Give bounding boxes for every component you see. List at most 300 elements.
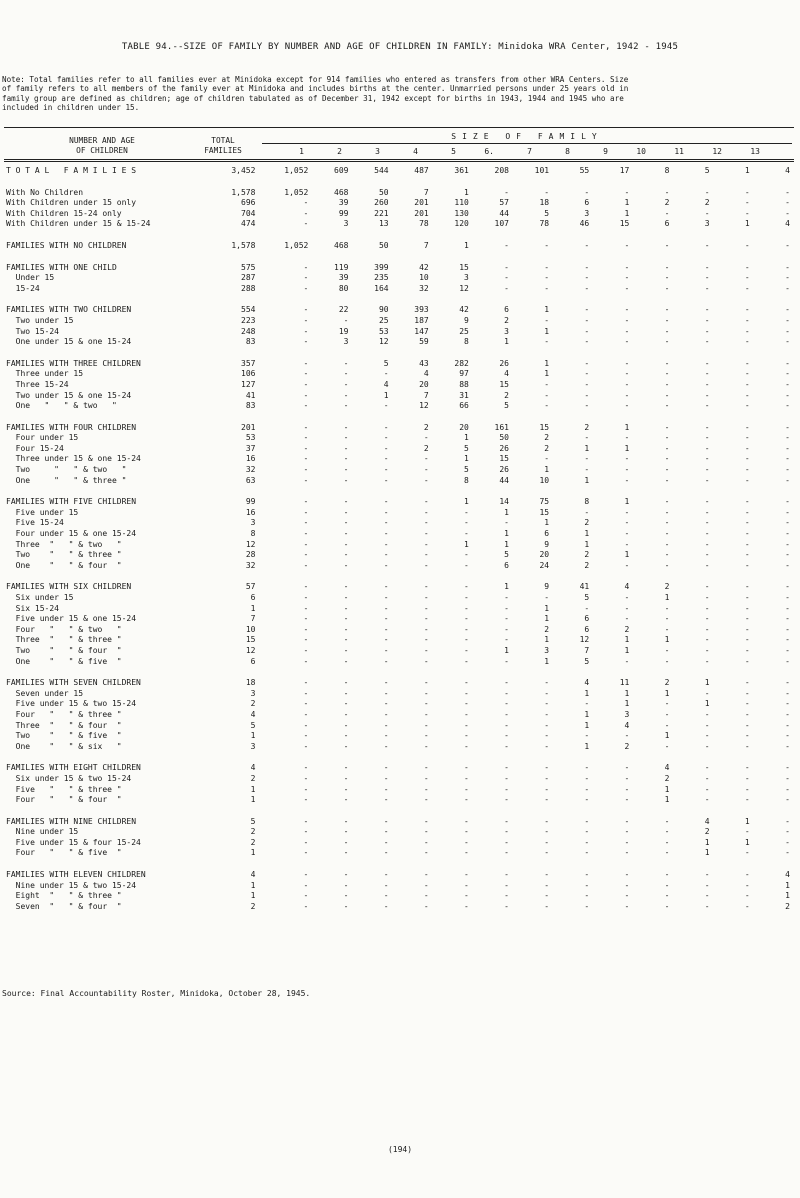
size-3-cell: -: [383, 688, 389, 698]
row-total: 1: [250, 731, 256, 741]
table-row: [6, 561, 796, 572]
row-total: 12: [245, 539, 256, 549]
size-6-cell: -: [504, 741, 509, 751]
table-row: [6, 902, 796, 913]
size-5-cell: 130: [454, 208, 469, 218]
size-8-cell: 1: [584, 539, 590, 549]
header-size-13: 13: [750, 147, 760, 156]
size-3-cell: -: [383, 880, 389, 890]
size-9-cell: 1: [624, 443, 630, 453]
size-5-cell: -: [464, 880, 469, 890]
size-5-cell: -: [464, 507, 469, 517]
row-total: 6: [250, 593, 256, 602]
row-total: 201: [241, 422, 256, 432]
size-1-cell: -: [303, 198, 309, 208]
size-2-cell: -: [343, 635, 349, 645]
row-label: Eight " " & three ": [6, 891, 122, 901]
size-12-cell: -: [744, 880, 750, 890]
row-label: One " " & five ": [6, 656, 122, 666]
size-11-cell: -: [704, 720, 710, 730]
size-12-cell: -: [744, 848, 750, 858]
size-9-cell: 1: [624, 198, 630, 208]
size-10-cell: -: [664, 614, 670, 624]
size-4-cell: -: [423, 731, 429, 741]
size-11-cell: -: [704, 891, 710, 901]
table-row: [6, 423, 796, 434]
size-10-cell: -: [664, 315, 670, 325]
row-label: FAMILIES WITH FIVE CHILDREN: [6, 497, 137, 507]
spacer-cell: [6, 806, 796, 817]
size-6-cell: -: [504, 624, 509, 634]
size-10-cell: -: [664, 337, 670, 347]
size-7-cell: 1: [544, 326, 550, 336]
size-1-cell: -: [303, 880, 309, 890]
row-total: 1,578: [231, 240, 256, 250]
size-1-cell: -: [303, 369, 309, 379]
size-3-cell: 221: [374, 208, 389, 218]
size-4-cell: 201: [414, 208, 429, 218]
size-10-cell: -: [664, 848, 670, 858]
size-4-cell: -: [423, 614, 429, 624]
size-12-cell: -: [744, 326, 750, 336]
size-1-cell: -: [303, 688, 309, 698]
size-12-cell: -: [744, 369, 750, 379]
size-13-cell: -: [785, 603, 790, 613]
size-5-cell: -: [464, 741, 469, 751]
size-8-cell: 12: [579, 635, 590, 645]
table-row: [6, 327, 796, 338]
size-6-cell: 5: [504, 401, 509, 411]
spacer-cell: [6, 252, 796, 263]
size-6-cell: 3: [504, 326, 509, 336]
size-12-cell: -: [744, 198, 750, 208]
size-2-cell: -: [343, 645, 349, 655]
size-13-cell: -: [785, 773, 790, 783]
size-3-cell: -: [383, 529, 389, 539]
row-total: 1: [250, 880, 256, 890]
header-rule-bottom-2: [4, 161, 794, 162]
size-12-cell: -: [744, 773, 750, 783]
table-row: [6, 582, 796, 593]
size-7-cell: 24: [539, 560, 550, 570]
size-3-cell: -: [383, 454, 389, 464]
header-total-families: [194, 136, 252, 156]
size-10-cell: -: [664, 326, 670, 336]
size-6-cell: -: [504, 880, 509, 890]
row-total: 4: [250, 870, 256, 880]
size-13-cell: -: [785, 709, 790, 719]
size-12-cell: -: [744, 187, 750, 197]
size-9-cell: -: [624, 593, 630, 602]
size-7-cell: -: [544, 720, 550, 730]
size-2-cell: -: [343, 656, 349, 666]
size-7-cell: 78: [539, 219, 550, 229]
size-4-cell: -: [423, 433, 429, 443]
spacer-cell: [6, 294, 796, 305]
size-11-cell: -: [704, 507, 710, 517]
size-8-cell: -: [584, 401, 590, 411]
size-4-cell: -: [423, 827, 429, 837]
row-total: 7: [250, 614, 256, 624]
size-2-cell: 39: [338, 198, 349, 208]
size-6-cell: -: [504, 688, 509, 698]
size-1-cell: -: [303, 550, 309, 560]
size-10-cell: -: [664, 187, 670, 197]
row-label: Two " " & three ": [6, 550, 122, 560]
size-1-cell: -: [303, 422, 309, 432]
size-3-cell: 164: [374, 283, 389, 293]
size-12-cell: -: [744, 635, 750, 645]
size-6-cell: 44: [499, 208, 509, 218]
row-total: 3: [250, 518, 256, 528]
row-total: 16: [245, 507, 256, 517]
size-8-cell: -: [584, 433, 590, 443]
table-row: [6, 476, 796, 487]
size-4-cell: -: [423, 709, 429, 719]
size-2-cell: 80: [338, 283, 349, 293]
size-3-cell: -: [383, 731, 389, 741]
size-4-cell: -: [423, 784, 429, 794]
size-13-cell: -: [785, 560, 790, 570]
row-label: With Children under 15 only: [6, 198, 137, 208]
size-5-cell: -: [464, 870, 469, 880]
size-9-cell: -: [624, 827, 630, 837]
size-12-cell: -: [744, 560, 750, 570]
size-10-cell: -: [664, 305, 670, 315]
size-13-cell: -: [785, 529, 790, 539]
size-4-cell: 201: [414, 198, 429, 208]
size-12-cell: -: [744, 741, 750, 751]
size-1-cell: -: [303, 433, 309, 443]
size-11-cell: -: [704, 187, 710, 197]
size-1-cell: -: [303, 262, 309, 272]
size-7-cell: -: [544, 709, 550, 719]
size-13-cell: -: [785, 720, 790, 730]
size-9-cell: -: [624, 240, 630, 250]
size-1-cell: -: [303, 614, 309, 624]
size-10-cell: -: [664, 262, 670, 272]
row-label: Six 15-24: [6, 603, 59, 613]
size-10-cell: -: [664, 870, 670, 880]
row-total: 4: [250, 709, 256, 719]
size-13-cell: -: [785, 624, 790, 634]
size-7-cell: 10: [539, 475, 550, 485]
size-13-cell: -: [785, 240, 790, 250]
size-1-cell: -: [303, 593, 309, 602]
size-8-cell: 1: [584, 688, 590, 698]
size-1-cell: -: [303, 358, 309, 368]
row-label: Two " " & four ": [6, 645, 122, 655]
size-2-cell: 468: [334, 187, 349, 197]
size-13-cell: -: [785, 401, 790, 411]
size-12-cell: -: [744, 529, 750, 539]
row-label: Two 15-24: [6, 326, 59, 336]
row-label: T O T A L F A M I L I E S: [6, 166, 137, 175]
row-total: 8: [250, 529, 256, 539]
size-7-cell: 18: [539, 198, 550, 208]
size-2-cell: -: [343, 422, 349, 432]
size-3-cell: 5: [383, 358, 389, 368]
size-6-cell: -: [504, 901, 509, 911]
size-3-cell: 13: [378, 219, 389, 229]
size-1-cell: -: [303, 656, 309, 666]
size-12-cell: -: [744, 497, 750, 507]
size-1-cell: -: [303, 870, 309, 880]
row-label: One " " & two ": [6, 401, 117, 411]
size-1-cell: -: [303, 784, 309, 794]
size-4-cell: -: [423, 518, 429, 528]
row-label: One " " & six ": [6, 741, 122, 751]
size-8-cell: 6: [584, 624, 590, 634]
size-4-cell: -: [423, 795, 429, 805]
size-5-cell: -: [464, 529, 469, 539]
size-10-cell: -: [664, 433, 670, 443]
size-1-cell: -: [303, 891, 309, 901]
table-row: [6, 710, 796, 721]
table-row: [6, 529, 796, 540]
size-6-cell: 107: [494, 219, 509, 229]
size-12-cell: -: [744, 390, 750, 400]
size-3-cell: -: [383, 645, 389, 655]
size-6-cell: 6: [504, 560, 509, 570]
size-9-cell: -: [624, 784, 630, 794]
size-11-cell: -: [704, 763, 710, 773]
table-row: [6, 657, 796, 668]
header-total-line2: FAMILIES: [204, 146, 242, 155]
size-1-cell: -: [303, 219, 309, 229]
size-3-cell: -: [383, 443, 389, 453]
spacer-row: [6, 752, 796, 763]
size-4-cell: -: [423, 645, 429, 655]
size-7-cell: -: [544, 273, 550, 283]
size-6-cell: 208: [494, 166, 509, 175]
row-label: One " " & three ": [6, 475, 127, 485]
size-8-cell: 6: [584, 198, 590, 208]
table-row: [6, 635, 796, 646]
size-11-cell: -: [704, 443, 710, 453]
size-7-cell: -: [544, 773, 550, 783]
size-10-cell: -: [664, 518, 670, 528]
table-row: [6, 337, 796, 348]
row-label: Three under 15 & one 15-24: [6, 454, 141, 464]
size-10-cell: -: [664, 550, 670, 560]
size-3-cell: -: [383, 518, 389, 528]
size-9-cell: -: [624, 603, 630, 613]
size-6-cell: 14: [499, 497, 509, 507]
table-note: [2, 75, 794, 113]
row-label: With Children under 15 & 15-24: [6, 219, 151, 229]
size-4-cell: -: [423, 603, 429, 613]
size-10-cell: -: [664, 837, 670, 847]
size-2-cell: -: [343, 870, 349, 880]
size-4-cell: -: [423, 593, 429, 602]
size-7-cell: -: [544, 688, 550, 698]
size-5-cell: 20: [459, 422, 469, 432]
table-row: [6, 497, 796, 508]
row-total: 223: [241, 315, 256, 325]
size-12-cell: -: [744, 208, 750, 218]
size-12-cell: -: [744, 550, 750, 560]
size-9-cell: -: [624, 560, 630, 570]
size-5-cell: -: [464, 891, 469, 901]
size-10-cell: 2: [664, 582, 670, 592]
size-13-cell: 4: [785, 870, 790, 880]
size-2-cell: -: [343, 507, 349, 517]
size-7-cell: 1: [544, 635, 550, 645]
size-12-cell: -: [744, 283, 750, 293]
size-1-cell: -: [303, 273, 309, 283]
size-3-cell: 1: [383, 390, 389, 400]
size-11-cell: 1: [704, 837, 710, 847]
spacer-cell: [6, 177, 796, 188]
size-10-cell: 1: [664, 635, 670, 645]
size-9-cell: -: [624, 379, 630, 389]
size-6-cell: 15: [499, 454, 509, 464]
row-label: Five under 15: [6, 507, 79, 517]
size-5-cell: 8: [464, 337, 469, 347]
spacer-row: [6, 859, 796, 870]
size-6-cell: -: [504, 699, 509, 709]
size-7-cell: 3: [544, 645, 550, 655]
size-4-cell: -: [423, 741, 429, 751]
size-4-cell: 59: [419, 337, 429, 347]
size-12-cell: -: [744, 709, 750, 719]
size-11-cell: -: [704, 560, 710, 570]
row-total: 99: [245, 497, 256, 507]
size-2-cell: -: [343, 763, 349, 773]
size-13-cell: 1: [785, 891, 790, 901]
size-2-cell: -: [343, 390, 349, 400]
spacer-row: [6, 806, 796, 817]
row-total: 575: [241, 262, 256, 272]
size-6-cell: 1: [504, 529, 509, 539]
table-row: [6, 774, 796, 785]
size-13-cell: -: [785, 784, 790, 794]
size-12-cell: -: [744, 305, 750, 315]
size-9-cell: 4: [624, 720, 630, 730]
table-row: [6, 273, 796, 284]
size-8-cell: 1: [584, 529, 590, 539]
size-9-cell: 1: [624, 550, 630, 560]
spacer-row: [6, 571, 796, 582]
table-row: [6, 763, 796, 774]
size-2-cell: -: [343, 582, 349, 592]
size-4-cell: -: [423, 880, 429, 890]
row-total: 1: [250, 848, 256, 858]
size-2-cell: -: [343, 731, 349, 741]
table-row: [6, 241, 796, 252]
header-size-rule: [262, 143, 792, 144]
size-2-cell: 22: [338, 305, 349, 315]
size-12-cell: -: [744, 273, 750, 283]
size-10-cell: -: [664, 656, 670, 666]
size-3-cell: -: [383, 497, 389, 507]
size-9-cell: -: [624, 475, 630, 485]
size-5-cell: 12: [459, 283, 469, 293]
size-5-cell: 31: [459, 390, 469, 400]
size-8-cell: 2: [584, 550, 590, 560]
size-9-cell: -: [624, 273, 630, 283]
size-8-cell: -: [584, 891, 590, 901]
size-9-cell: -: [624, 283, 630, 293]
size-3-cell: -: [383, 870, 389, 880]
row-label: 15-24: [6, 283, 40, 293]
row-label: FAMILIES WITH NINE CHILDREN: [6, 816, 137, 826]
row-total: 287: [241, 273, 256, 283]
size-11-cell: 5: [704, 166, 710, 175]
table-row: [6, 508, 796, 519]
header-size-11: 11: [674, 147, 684, 156]
row-label: Five under 15 & one 15-24: [6, 614, 137, 624]
size-2-cell: -: [343, 560, 349, 570]
size-6-cell: -: [504, 784, 509, 794]
size-10-cell: 8: [664, 166, 670, 175]
size-9-cell: -: [624, 731, 630, 741]
header-size-9: 9: [603, 147, 608, 156]
size-2-cell: 3: [343, 337, 349, 347]
spacer-cell: [6, 667, 796, 678]
size-13-cell: -: [785, 422, 790, 432]
size-7-cell: -: [544, 401, 550, 411]
size-4-cell: -: [423, 678, 429, 688]
size-7-cell: 2: [544, 443, 550, 453]
size-6-cell: 44: [499, 475, 509, 485]
size-8-cell: -: [584, 795, 590, 805]
size-2-cell: -: [343, 688, 349, 698]
size-9-cell: -: [624, 901, 630, 911]
size-3-cell: 4: [383, 379, 389, 389]
size-3-cell: 50: [378, 240, 389, 250]
row-total: 106: [241, 369, 256, 379]
header-size-12: 12: [712, 147, 722, 156]
spacer-row: [6, 294, 796, 305]
size-6-cell: 2: [504, 315, 509, 325]
size-10-cell: -: [664, 709, 670, 719]
size-12-cell: -: [744, 645, 750, 655]
size-9-cell: 1: [624, 635, 630, 645]
row-total: 63: [245, 475, 256, 485]
size-1-cell: -: [303, 208, 309, 218]
size-2-cell: -: [343, 827, 349, 837]
header-size-10: 10: [636, 147, 646, 156]
size-12-cell: -: [744, 539, 750, 549]
row-label: Two under 15: [6, 315, 74, 325]
row-label: Six under 15: [6, 593, 74, 602]
size-10-cell: -: [664, 208, 670, 218]
header-size-2: 2: [337, 147, 342, 156]
size-7-cell: -: [544, 837, 550, 847]
size-9-cell: -: [624, 465, 630, 475]
note-line: of family refers to all members of the family ever at Minidoka and includes births at the center. Unmarried persons under 25 years old in: [2, 84, 629, 94]
size-11-cell: -: [704, 773, 710, 783]
row-label: Three 15-24: [6, 379, 69, 389]
size-8-cell: 46: [579, 219, 590, 229]
size-6-cell: -: [504, 837, 509, 847]
size-7-cell: -: [544, 731, 550, 741]
row-label: Five under 15 & four 15-24: [6, 837, 141, 847]
size-3-cell: 50: [378, 187, 389, 197]
size-3-cell: -: [383, 816, 389, 826]
size-6-cell: -: [504, 763, 509, 773]
size-10-cell: -: [664, 720, 670, 730]
size-3-cell: 235: [374, 273, 389, 283]
size-5-cell: -: [464, 773, 469, 783]
size-1-cell: -: [303, 624, 309, 634]
size-7-cell: 5: [544, 208, 550, 218]
size-2-cell: 119: [334, 262, 349, 272]
size-3-cell: -: [383, 465, 389, 475]
size-4-cell: 2: [423, 443, 429, 453]
